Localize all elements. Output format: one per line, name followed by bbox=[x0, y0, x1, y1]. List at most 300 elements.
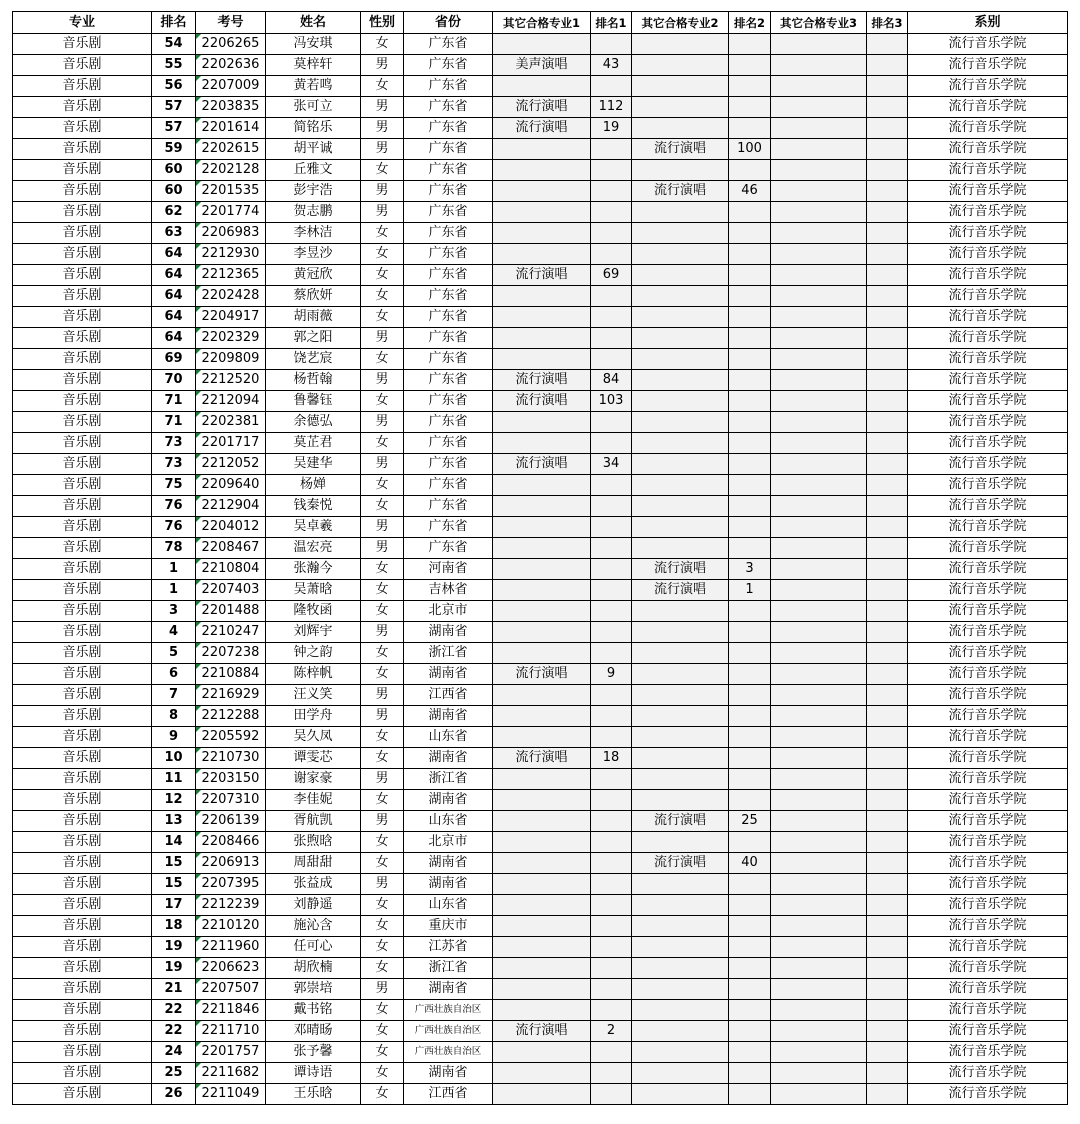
cell-gender: 男 bbox=[361, 622, 404, 643]
cell-gender: 女 bbox=[361, 832, 404, 853]
cell-name: 胥航凯 bbox=[266, 811, 361, 832]
cell-department: 流行音乐学院 bbox=[908, 937, 1068, 958]
cell-rank-2: 1 bbox=[729, 580, 771, 601]
cell-other-major-1 bbox=[493, 517, 591, 538]
cell-province: 广东省 bbox=[404, 496, 493, 517]
cell-rank-2 bbox=[729, 391, 771, 412]
cell-rank-3 bbox=[867, 1084, 908, 1105]
cell-name: 谭雯芯 bbox=[266, 748, 361, 769]
cell-exam-no: 2212288 bbox=[196, 706, 266, 727]
table-row bbox=[13, 937, 1068, 958]
cell-rank-2: 25 bbox=[729, 811, 771, 832]
cell-other-major-2 bbox=[632, 76, 729, 97]
col-header-gender: 性别 bbox=[361, 12, 404, 34]
cell-other-major-1 bbox=[493, 685, 591, 706]
cell-name: 陈梓帆 bbox=[266, 664, 361, 685]
cell-exam-no: 2205592 bbox=[196, 727, 266, 748]
cell-rank-1 bbox=[591, 244, 632, 265]
table-row bbox=[13, 538, 1068, 559]
cell-province: 吉林省 bbox=[404, 580, 493, 601]
cell-rank: 71 bbox=[152, 412, 196, 433]
cell-province: 江苏省 bbox=[404, 937, 493, 958]
cell-other-major-2 bbox=[632, 265, 729, 286]
cell-exam-no: 2207507 bbox=[196, 979, 266, 1000]
cell-exam-no: 2206983 bbox=[196, 223, 266, 244]
cell-other-major-1 bbox=[493, 286, 591, 307]
cell-rank: 5 bbox=[152, 643, 196, 664]
cell-other-major-2 bbox=[632, 286, 729, 307]
cell-other-major-2 bbox=[632, 1084, 729, 1105]
cell-rank-2 bbox=[729, 97, 771, 118]
cell-other-major-1 bbox=[493, 349, 591, 370]
cell-rank: 62 bbox=[152, 202, 196, 223]
cell-rank-3 bbox=[867, 496, 908, 517]
cell-rank-1 bbox=[591, 328, 632, 349]
cell-gender: 女 bbox=[361, 391, 404, 412]
cell-major: 音乐剧 bbox=[13, 538, 152, 559]
cell-major: 音乐剧 bbox=[13, 1000, 152, 1021]
cell-rank-2 bbox=[729, 307, 771, 328]
col-header-other-major-3: 其它合格专业3 bbox=[771, 12, 867, 34]
cell-gender: 男 bbox=[361, 181, 404, 202]
cell-major: 音乐剧 bbox=[13, 706, 152, 727]
cell-rank-1 bbox=[591, 1042, 632, 1063]
cell-other-major-2 bbox=[632, 412, 729, 433]
table-row bbox=[13, 643, 1068, 664]
cell-province: 广东省 bbox=[404, 538, 493, 559]
cell-gender: 男 bbox=[361, 874, 404, 895]
cell-rank-1 bbox=[591, 937, 632, 958]
cell-rank-3 bbox=[867, 958, 908, 979]
cell-major: 音乐剧 bbox=[13, 643, 152, 664]
cell-department: 流行音乐学院 bbox=[908, 433, 1068, 454]
cell-rank-2: 100 bbox=[729, 139, 771, 160]
cell-exam-no: 2201774 bbox=[196, 202, 266, 223]
cell-rank: 22 bbox=[152, 1000, 196, 1021]
cell-rank-3 bbox=[867, 748, 908, 769]
cell-other-major-2 bbox=[632, 685, 729, 706]
cell-gender: 女 bbox=[361, 958, 404, 979]
cell-name: 张予馨 bbox=[266, 1042, 361, 1063]
cell-department: 流行音乐学院 bbox=[908, 55, 1068, 76]
cell-other-major-1: 流行演唱 bbox=[493, 664, 591, 685]
cell-other-major-2: 流行演唱 bbox=[632, 853, 729, 874]
cell-gender: 女 bbox=[361, 307, 404, 328]
cell-rank: 64 bbox=[152, 265, 196, 286]
cell-major: 音乐剧 bbox=[13, 601, 152, 622]
cell-major: 音乐剧 bbox=[13, 979, 152, 1000]
cell-other-major-2 bbox=[632, 1063, 729, 1084]
cell-rank: 6 bbox=[152, 664, 196, 685]
cell-department: 流行音乐学院 bbox=[908, 34, 1068, 55]
cell-rank-1 bbox=[591, 517, 632, 538]
cell-department: 流行音乐学院 bbox=[908, 412, 1068, 433]
cell-rank-1 bbox=[591, 643, 632, 664]
cell-province: 广东省 bbox=[404, 202, 493, 223]
cell-name: 刘静遥 bbox=[266, 895, 361, 916]
cell-other-major-3 bbox=[771, 475, 867, 496]
cell-exam-no: 2206139 bbox=[196, 811, 266, 832]
cell-rank-2 bbox=[729, 223, 771, 244]
cell-department: 流行音乐学院 bbox=[908, 391, 1068, 412]
cell-province: 广东省 bbox=[404, 160, 493, 181]
table-row bbox=[13, 769, 1068, 790]
table-row bbox=[13, 496, 1068, 517]
cell-other-major-2 bbox=[632, 160, 729, 181]
cell-rank-2 bbox=[729, 769, 771, 790]
cell-rank-1 bbox=[591, 769, 632, 790]
cell-other-major-2 bbox=[632, 874, 729, 895]
cell-department: 流行音乐学院 bbox=[908, 118, 1068, 139]
cell-exam-no: 2202615 bbox=[196, 139, 266, 160]
table-row bbox=[13, 601, 1068, 622]
cell-exam-no: 2207238 bbox=[196, 643, 266, 664]
cell-rank-3 bbox=[867, 874, 908, 895]
cell-rank-3 bbox=[867, 412, 908, 433]
cell-other-major-1 bbox=[493, 1000, 591, 1021]
cell-other-major-3 bbox=[771, 517, 867, 538]
cell-department: 流行音乐学院 bbox=[908, 1084, 1068, 1105]
cell-name: 莫梓轩 bbox=[266, 55, 361, 76]
cell-gender: 男 bbox=[361, 979, 404, 1000]
cell-gender: 女 bbox=[361, 1042, 404, 1063]
cell-province: 广西壮族自治区 bbox=[404, 1042, 493, 1063]
table-row bbox=[13, 265, 1068, 286]
cell-province: 广东省 bbox=[404, 181, 493, 202]
cell-name: 郭崇培 bbox=[266, 979, 361, 1000]
cell-other-major-1 bbox=[493, 223, 591, 244]
cell-other-major-2 bbox=[632, 223, 729, 244]
cell-rank: 24 bbox=[152, 1042, 196, 1063]
cell-other-major-3 bbox=[771, 811, 867, 832]
cell-exam-no: 2201535 bbox=[196, 181, 266, 202]
cell-rank-3 bbox=[867, 1021, 908, 1042]
cell-rank-2 bbox=[729, 118, 771, 139]
cell-province: 广东省 bbox=[404, 391, 493, 412]
cell-other-major-3 bbox=[771, 538, 867, 559]
cell-rank-2 bbox=[729, 601, 771, 622]
cell-exam-no: 2211960 bbox=[196, 937, 266, 958]
cell-province: 湖南省 bbox=[404, 979, 493, 1000]
cell-department: 流行音乐学院 bbox=[908, 349, 1068, 370]
cell-rank: 3 bbox=[152, 601, 196, 622]
cell-rank-3 bbox=[867, 832, 908, 853]
table-row bbox=[13, 181, 1068, 202]
cell-province: 广东省 bbox=[404, 412, 493, 433]
cell-rank-3 bbox=[867, 1042, 908, 1063]
cell-rank-1 bbox=[591, 433, 632, 454]
cell-other-major-1 bbox=[493, 874, 591, 895]
cell-other-major-3 bbox=[771, 412, 867, 433]
cell-other-major-3 bbox=[771, 244, 867, 265]
cell-other-major-2 bbox=[632, 55, 729, 76]
cell-other-major-2 bbox=[632, 496, 729, 517]
cell-other-major-1: 美声演唱 bbox=[493, 55, 591, 76]
cell-other-major-2 bbox=[632, 517, 729, 538]
cell-other-major-1 bbox=[493, 769, 591, 790]
cell-other-major-1 bbox=[493, 601, 591, 622]
cell-other-major-3 bbox=[771, 97, 867, 118]
cell-rank-2 bbox=[729, 664, 771, 685]
cell-other-major-1 bbox=[493, 307, 591, 328]
cell-gender: 女 bbox=[361, 643, 404, 664]
cell-major: 音乐剧 bbox=[13, 664, 152, 685]
cell-other-major-3 bbox=[771, 76, 867, 97]
cell-other-major-3 bbox=[771, 790, 867, 811]
cell-other-major-3 bbox=[771, 34, 867, 55]
cell-name: 吴久凤 bbox=[266, 727, 361, 748]
cell-rank: 26 bbox=[152, 1084, 196, 1105]
cell-rank-1 bbox=[591, 790, 632, 811]
cell-exam-no: 2201757 bbox=[196, 1042, 266, 1063]
cell-rank: 21 bbox=[152, 979, 196, 1000]
cell-province: 广东省 bbox=[404, 55, 493, 76]
cell-other-major-1 bbox=[493, 1063, 591, 1084]
cell-other-major-2 bbox=[632, 34, 729, 55]
cell-rank-1 bbox=[591, 559, 632, 580]
cell-exam-no: 2212520 bbox=[196, 370, 266, 391]
cell-rank-1 bbox=[591, 139, 632, 160]
cell-department: 流行音乐学院 bbox=[908, 76, 1068, 97]
cell-other-major-1 bbox=[493, 727, 591, 748]
cell-rank: 8 bbox=[152, 706, 196, 727]
cell-gender: 女 bbox=[361, 160, 404, 181]
cell-rank-1 bbox=[591, 307, 632, 328]
cell-other-major-2 bbox=[632, 454, 729, 475]
cell-province: 湖南省 bbox=[404, 1063, 493, 1084]
cell-rank: 76 bbox=[152, 517, 196, 538]
cell-major: 音乐剧 bbox=[13, 412, 152, 433]
table-row bbox=[13, 223, 1068, 244]
cell-name: 吴萧晗 bbox=[266, 580, 361, 601]
cell-department: 流行音乐学院 bbox=[908, 1042, 1068, 1063]
cell-rank-2 bbox=[729, 895, 771, 916]
cell-other-major-3 bbox=[771, 622, 867, 643]
cell-rank-3 bbox=[867, 559, 908, 580]
table-row bbox=[13, 790, 1068, 811]
cell-rank-2 bbox=[729, 937, 771, 958]
table-row bbox=[13, 97, 1068, 118]
cell-gender: 女 bbox=[361, 76, 404, 97]
cell-rank-2 bbox=[729, 1063, 771, 1084]
cell-major: 音乐剧 bbox=[13, 265, 152, 286]
cell-rank-1 bbox=[591, 349, 632, 370]
col-header-department: 系别 bbox=[908, 12, 1068, 34]
cell-other-major-1 bbox=[493, 643, 591, 664]
table-row bbox=[13, 433, 1068, 454]
cell-department: 流行音乐学院 bbox=[908, 1021, 1068, 1042]
cell-rank-2 bbox=[729, 454, 771, 475]
cell-major: 音乐剧 bbox=[13, 517, 152, 538]
cell-rank-2 bbox=[729, 685, 771, 706]
cell-rank-1: 84 bbox=[591, 370, 632, 391]
table-row bbox=[13, 34, 1068, 55]
cell-other-major-2 bbox=[632, 433, 729, 454]
cell-department: 流行音乐学院 bbox=[908, 1063, 1068, 1084]
cell-other-major-1 bbox=[493, 202, 591, 223]
table-row bbox=[13, 328, 1068, 349]
cell-name: 杨婵 bbox=[266, 475, 361, 496]
cell-name: 彭宇浩 bbox=[266, 181, 361, 202]
cell-major: 音乐剧 bbox=[13, 916, 152, 937]
cell-province: 广东省 bbox=[404, 475, 493, 496]
cell-rank: 14 bbox=[152, 832, 196, 853]
cell-gender: 男 bbox=[361, 97, 404, 118]
cell-rank-3 bbox=[867, 391, 908, 412]
cell-other-major-2 bbox=[632, 244, 729, 265]
cell-rank-1 bbox=[591, 979, 632, 1000]
cell-other-major-3 bbox=[771, 958, 867, 979]
cell-rank-1 bbox=[591, 685, 632, 706]
cell-department: 流行音乐学院 bbox=[908, 265, 1068, 286]
cell-exam-no: 2209640 bbox=[196, 475, 266, 496]
cell-rank-3 bbox=[867, 685, 908, 706]
cell-gender: 男 bbox=[361, 139, 404, 160]
cell-other-major-3 bbox=[771, 979, 867, 1000]
cell-rank-2 bbox=[729, 475, 771, 496]
cell-rank: 22 bbox=[152, 1021, 196, 1042]
col-header-name: 姓名 bbox=[266, 12, 361, 34]
cell-rank: 57 bbox=[152, 97, 196, 118]
cell-rank-3 bbox=[867, 244, 908, 265]
cell-rank-2: 46 bbox=[729, 181, 771, 202]
table-row bbox=[13, 517, 1068, 538]
cell-other-major-1 bbox=[493, 1042, 591, 1063]
cell-exam-no: 2203150 bbox=[196, 769, 266, 790]
cell-province: 广东省 bbox=[404, 349, 493, 370]
cell-rank-1: 69 bbox=[591, 265, 632, 286]
cell-rank: 70 bbox=[152, 370, 196, 391]
cell-other-major-2: 流行演唱 bbox=[632, 811, 729, 832]
cell-rank-3 bbox=[867, 223, 908, 244]
table-row bbox=[13, 622, 1068, 643]
cell-other-major-1 bbox=[493, 979, 591, 1000]
cell-gender: 女 bbox=[361, 34, 404, 55]
cell-other-major-3 bbox=[771, 496, 867, 517]
cell-other-major-2: 流行演唱 bbox=[632, 580, 729, 601]
table-row bbox=[13, 580, 1068, 601]
cell-rank-2 bbox=[729, 202, 771, 223]
cell-gender: 男 bbox=[361, 517, 404, 538]
cell-other-major-3 bbox=[771, 748, 867, 769]
cell-other-major-2 bbox=[632, 1000, 729, 1021]
cell-rank: 19 bbox=[152, 937, 196, 958]
cell-other-major-3 bbox=[771, 433, 867, 454]
cell-gender: 女 bbox=[361, 223, 404, 244]
cell-exam-no: 2210120 bbox=[196, 916, 266, 937]
cell-name: 胡平诚 bbox=[266, 139, 361, 160]
cell-rank: 1 bbox=[152, 559, 196, 580]
cell-gender: 女 bbox=[361, 853, 404, 874]
table-row bbox=[13, 895, 1068, 916]
cell-major: 音乐剧 bbox=[13, 1042, 152, 1063]
cell-exam-no: 2210247 bbox=[196, 622, 266, 643]
table-row bbox=[13, 412, 1068, 433]
cell-department: 流行音乐学院 bbox=[908, 244, 1068, 265]
cell-major: 音乐剧 bbox=[13, 34, 152, 55]
cell-rank: 15 bbox=[152, 874, 196, 895]
cell-major: 音乐剧 bbox=[13, 349, 152, 370]
cell-major: 音乐剧 bbox=[13, 790, 152, 811]
cell-exam-no: 2208466 bbox=[196, 832, 266, 853]
cell-rank: 12 bbox=[152, 790, 196, 811]
cell-name: 张可立 bbox=[266, 97, 361, 118]
cell-rank: 73 bbox=[152, 454, 196, 475]
cell-name: 黄冠欣 bbox=[266, 265, 361, 286]
cell-province: 广东省 bbox=[404, 223, 493, 244]
cell-rank-2 bbox=[729, 370, 771, 391]
cell-rank-2 bbox=[729, 265, 771, 286]
cell-other-major-1 bbox=[493, 244, 591, 265]
cell-name: 胡雨薇 bbox=[266, 307, 361, 328]
cell-rank-3 bbox=[867, 664, 908, 685]
cell-other-major-3 bbox=[771, 307, 867, 328]
cell-name: 郭之阳 bbox=[266, 328, 361, 349]
cell-province: 重庆市 bbox=[404, 916, 493, 937]
cell-department: 流行音乐学院 bbox=[908, 853, 1068, 874]
col-header-rank-1: 排名1 bbox=[591, 12, 632, 34]
col-header-exam-no: 考号 bbox=[196, 12, 266, 34]
table-row bbox=[13, 202, 1068, 223]
cell-name: 李昱沙 bbox=[266, 244, 361, 265]
cell-other-major-1 bbox=[493, 160, 591, 181]
cell-department: 流行音乐学院 bbox=[908, 748, 1068, 769]
table-row bbox=[13, 916, 1068, 937]
cell-other-major-3 bbox=[771, 895, 867, 916]
cell-exam-no: 2201614 bbox=[196, 118, 266, 139]
cell-rank-2 bbox=[729, 1084, 771, 1105]
cell-major: 音乐剧 bbox=[13, 496, 152, 517]
cell-department: 流行音乐学院 bbox=[908, 370, 1068, 391]
cell-gender: 男 bbox=[361, 706, 404, 727]
cell-department: 流行音乐学院 bbox=[908, 916, 1068, 937]
cell-name: 吴建华 bbox=[266, 454, 361, 475]
cell-name: 钱秦悦 bbox=[266, 496, 361, 517]
cell-rank-3 bbox=[867, 118, 908, 139]
cell-rank: 75 bbox=[152, 475, 196, 496]
cell-rank-1 bbox=[591, 958, 632, 979]
cell-name: 冯安琪 bbox=[266, 34, 361, 55]
cell-exam-no: 2206913 bbox=[196, 853, 266, 874]
cell-rank: 15 bbox=[152, 853, 196, 874]
cell-rank-2 bbox=[729, 916, 771, 937]
cell-department: 流行音乐学院 bbox=[908, 958, 1068, 979]
cell-other-major-2 bbox=[632, 622, 729, 643]
cell-rank-1 bbox=[591, 1084, 632, 1105]
cell-rank-1: 43 bbox=[591, 55, 632, 76]
cell-rank-1 bbox=[591, 34, 632, 55]
cell-gender: 女 bbox=[361, 265, 404, 286]
cell-name: 丘雅文 bbox=[266, 160, 361, 181]
cell-name: 余德弘 bbox=[266, 412, 361, 433]
cell-major: 音乐剧 bbox=[13, 1021, 152, 1042]
cell-rank: 13 bbox=[152, 811, 196, 832]
cell-exam-no: 2209809 bbox=[196, 349, 266, 370]
cell-rank-3 bbox=[867, 853, 908, 874]
cell-department: 流行音乐学院 bbox=[908, 538, 1068, 559]
cell-other-major-3 bbox=[771, 118, 867, 139]
cell-gender: 女 bbox=[361, 1021, 404, 1042]
cell-major: 音乐剧 bbox=[13, 76, 152, 97]
cell-province: 山东省 bbox=[404, 727, 493, 748]
cell-province: 广西壮族自治区 bbox=[404, 1021, 493, 1042]
cell-other-major-3 bbox=[771, 160, 867, 181]
cell-other-major-2 bbox=[632, 790, 729, 811]
cell-other-major-3 bbox=[771, 370, 867, 391]
cell-rank-2 bbox=[729, 1000, 771, 1021]
cell-other-major-1 bbox=[493, 853, 591, 874]
cell-rank-1 bbox=[591, 76, 632, 97]
